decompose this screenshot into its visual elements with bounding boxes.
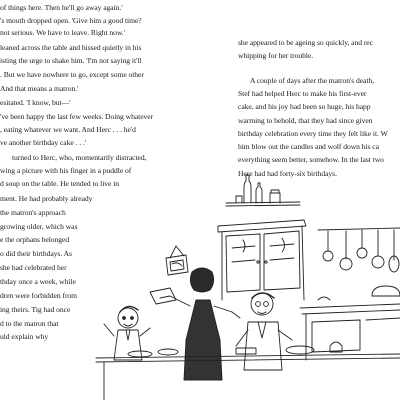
text-line: And that means a matron.' xyxy=(0,84,79,93)
text-line: ment. He had probably already xyxy=(0,194,93,203)
text-line: dren were forbidden from xyxy=(0,291,78,300)
text-line: she appeared to be ageing so quickly, and rec xyxy=(238,38,373,47)
text-line: she had celebrated her xyxy=(0,263,67,272)
text-line: A couple of days after the matron's death, xyxy=(250,76,375,85)
text-line: e the orphans belonged xyxy=(0,235,70,244)
text-line: 've been happy the last few weeks. Doing whatever xyxy=(0,112,154,121)
text-line: isting the urge to shake him. 'I'm not saying it'll xyxy=(0,56,142,65)
text-line: ing theirs. Tig had once xyxy=(0,305,71,314)
text-line: everything seem better, somehow. In the last two xyxy=(238,155,384,164)
text-line: leaned across the table and hissed quietly in his xyxy=(0,43,142,52)
text-line: growing older, which was xyxy=(0,222,78,231)
text-line: cake, and his joy had been so huge, his happ xyxy=(238,102,371,111)
text-line: 's mouth dropped open. 'Give him a good time? xyxy=(0,16,142,25)
text-line: warming to behold, that they had since given xyxy=(238,116,373,125)
text-line: Here had had forty-six birthdays. xyxy=(238,169,337,178)
right-page xyxy=(232,0,400,400)
text-line: o did their birthdays. As xyxy=(0,249,72,258)
text-line: not serious. We have to leave. Right now.' xyxy=(0,28,125,37)
text-line: d soup on the table. He tended to live in xyxy=(0,179,120,188)
text-line: uld explain why xyxy=(0,332,49,341)
text-line: him blow out the candles and wolf down his ca xyxy=(238,142,379,151)
text-line: , eating whatever we want. And Herc . . . he'd xyxy=(0,125,136,134)
text-line: the matron's approach xyxy=(0,208,66,217)
text-line: of things here. Then he'll go away again.' xyxy=(0,3,123,12)
text-line: whipping for her trouble. xyxy=(238,51,314,60)
text-line: birthday celebration every time they felt like it. W xyxy=(238,129,388,138)
text-line: . But we have nowhere to go, except some other xyxy=(0,70,144,79)
text-line: ve another birthday cake . . .' xyxy=(0,138,87,147)
text-line: d to the matron that xyxy=(0,319,59,328)
text-line: wing a picture with his finger in a puddle of xyxy=(0,166,132,175)
text-line: esitated. 'I know, but—' xyxy=(0,98,71,107)
text-line: thday once a week, while xyxy=(0,277,76,286)
text-line: Stef had helped Herc to make his first-ever xyxy=(238,89,367,98)
text-line: turned to Herc, who, momentarily distracted, xyxy=(12,153,147,162)
